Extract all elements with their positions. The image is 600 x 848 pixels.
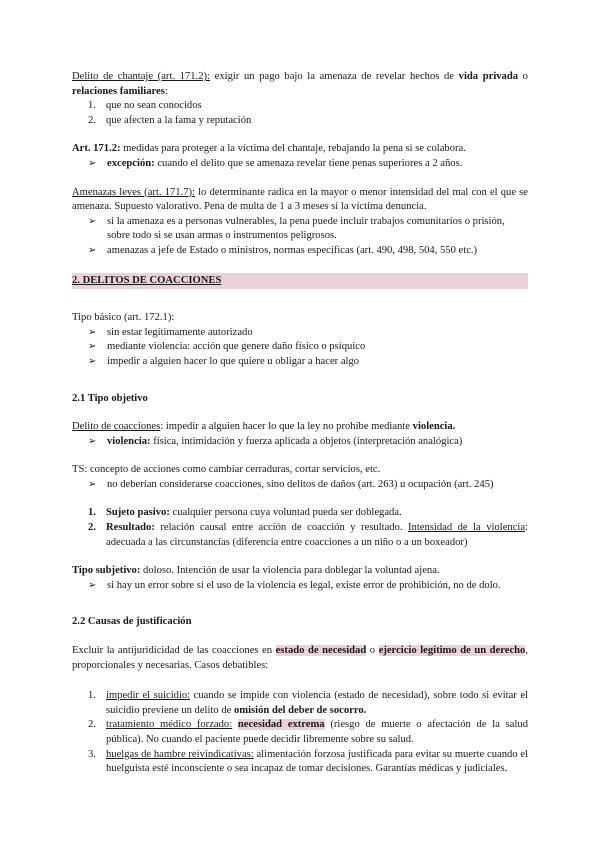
arrow-bullet-icon: ➢ — [88, 579, 97, 591]
subheading-causas-justificacion: 2.2 Causas de justificación — [72, 616, 192, 628]
list-item: 1. que no sean conocidos — [88, 100, 202, 112]
paragraph-tipo-subjetivo: Tipo subjetivo: doloso. Intención de usar la violencia para doblegar la voluntad ajena. — [72, 565, 440, 577]
arrow-bullet-icon: ➢ — [88, 355, 97, 367]
arrow-bullet-icon: ➢ — [88, 244, 97, 256]
arrow-bullet-icon: ➢ — [88, 478, 97, 490]
list-item: 1. Sujeto pasivo: cualquier persona cuya voluntad pueda ser doblegada. — [88, 507, 402, 519]
numbered-list-casos — [72, 689, 528, 777]
paragraph-ts: TS: concepto de acciones como cambiar cerraduras, cortar servicios, etc. — [72, 464, 381, 476]
bullet-list — [72, 157, 528, 172]
list-item: ➢ impedir a alguien hacer lo que quiere u obligar a hacer algo — [72, 355, 528, 370]
paragraph-amenazas-leves: Amenazas leves (art. 171.7): lo determinante radica en la mayor o menor intensidad del mal con el que se amenaza. Supuesto valorativo. Pena de multa de 1 a 3 meses si la víctima denuncia. — [72, 186, 528, 213]
arrow-bullet-icon: ➢ — [88, 215, 97, 227]
numbered-list-elementos — [72, 506, 528, 550]
list-item: ➢ amenazas a jefe de Estado o ministros, normas específicas (art. 490, 498, 504, 550 etc.) — [72, 244, 528, 259]
list-item: ➢ sin estar legítimamente autorizado — [72, 326, 528, 341]
subheading-tipo-objetivo: 2.1 Tipo objetivo — [72, 392, 148, 404]
list-item: ➢ no deberían considerarse coacciones, sino delitos de daños (art. 263) u ocupación (art. 245) — [72, 478, 528, 493]
list-item: 3. huelgas de hambre reivindicativas: alimentación forzosa justificada para evitar su muerte cuando el huelguista esté inconsciente o sea incapaz de tomar decisiones. Garantías médicas y judiciales. — [88, 748, 528, 775]
section-heading: 2. DELITOS DE COACCIONES — [72, 273, 528, 290]
bullet-list — [72, 435, 528, 450]
bullet-list — [72, 326, 528, 370]
bullet-list — [72, 478, 528, 493]
paragraph-tipo-basico: Tipo básico (art. 172.1): — [72, 312, 175, 324]
list-item: 2. Resultado: relación causal entre acción de coacción y resultado. Intensidad de la violencia: adecuada a las circunstancias (diferencia entre coacciones a un niño o a un boxeador) — [88, 522, 528, 548]
list-item: ➢ si la amenaza es a personas vulnerables, la pena puede incluir trabajos comunitarios o prisión, sobre todo si se usan armas o instrumentos peligrosos. — [88, 215, 505, 242]
bullet-list — [72, 215, 528, 259]
arrow-bullet-icon: ➢ — [88, 326, 97, 338]
paragraph-delito-coacciones: Delito de coacciones: impedir a alguien hacer lo que la ley no prohíbe mediante violencia. — [72, 421, 456, 433]
list-item: 2. que afecten a la fama y reputación — [88, 114, 252, 126]
arrow-bullet-icon: ➢ — [88, 341, 97, 353]
numbered-list-chantaje — [72, 99, 528, 128]
list-item: ➢ violencia: física, intimidación y fuerza aplicada a objetos (interpretación analógica) — [72, 435, 528, 450]
list-item: ➢ si hay un error sobre si el uso de la violencia es legal, existe error de prohibición, no de dolo. — [72, 579, 528, 594]
document-page — [72, 70, 528, 777]
arrow-bullet-icon: ➢ — [88, 157, 97, 169]
bullet-list — [72, 579, 528, 594]
list-item: ➢ mediante violencia: acción que genere daño físico o psíquico — [72, 340, 528, 355]
paragraph-chantaje: Delito de chantaje (art. 171.2): exigir un pago bajo la amenaza de revelar hechos de vida privada o relaciones familiares: — [72, 71, 528, 97]
list-item: 1. impedir el suicidio: cuando se impide con violencia (estado de necesidad), sobre todo si evitar el suicidio previene un delito de omisión del deber de socorro. — [88, 690, 528, 716]
arrow-bullet-icon: ➢ — [88, 435, 97, 447]
term-chantaje: Delito de chantaje (art. 171.2): — [72, 71, 210, 82]
list-item: ➢ excepción: cuando el delito que se amenaza revelar tiene penas superiores a 2 años. — [72, 157, 528, 172]
list-item: 2. tratamiento médico forzado: necesidad extrema (riesgo de muerte o afectación de la salud pública). No cuando el paciente puede decidir libremente sobre su salud. — [88, 719, 528, 745]
paragraph-antijuridicidad: Excluir la antijuridicidad de las coacciones en estado de necesidad o ejercicio legítimo de un derecho, proporcionales y necesarias. Casos debatibles: — [72, 645, 529, 671]
paragraph-art-171-2: Art. 171.2: medidas para proteger a la víctima del chantaje, rebajando la pena si se colabora. — [72, 143, 466, 155]
